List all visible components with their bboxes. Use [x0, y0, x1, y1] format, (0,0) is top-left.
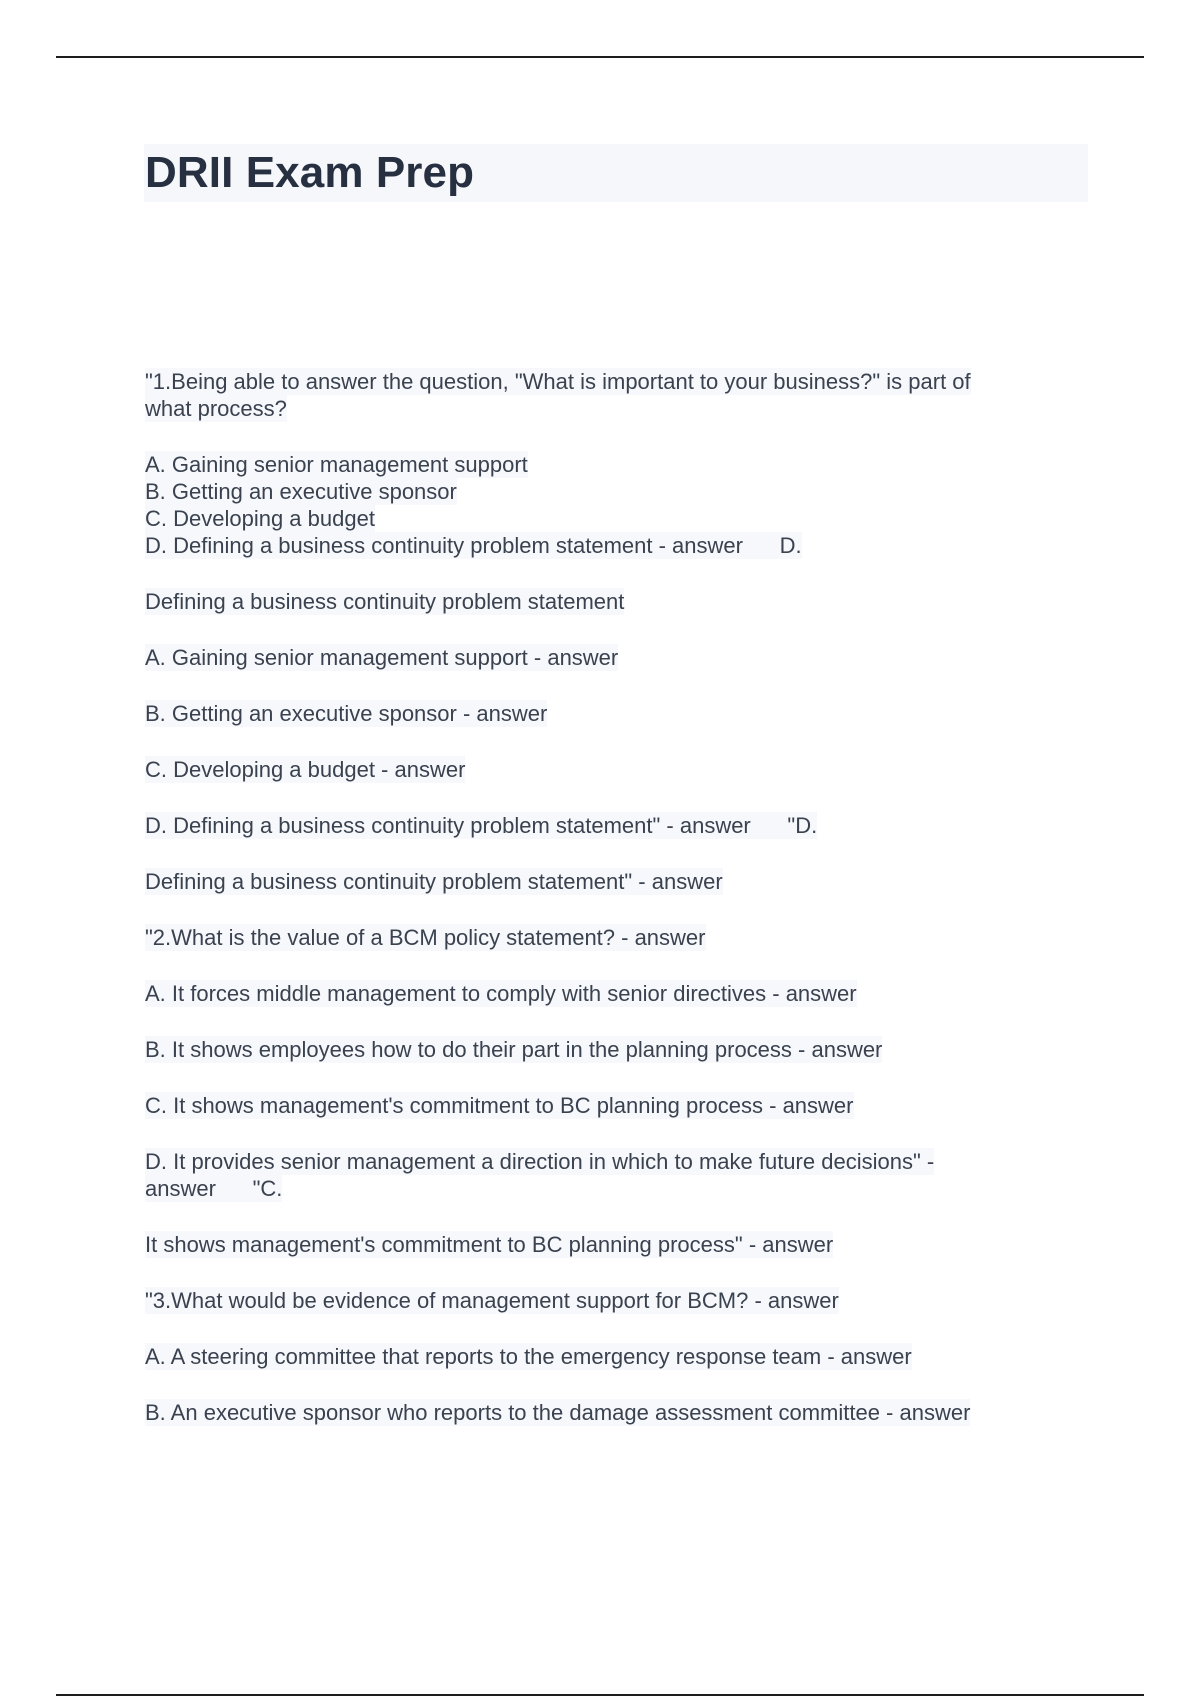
page-title: DRII Exam Prep [145, 148, 475, 197]
question-1-options [145, 451, 1075, 559]
option-line: C. Developing a budget - answer [145, 757, 466, 782]
question-text-line: what process? [145, 396, 287, 421]
document-body [145, 368, 1075, 1426]
answer-line: Defining a business continuity problem statement [145, 589, 625, 614]
question-1-stem [145, 368, 1075, 422]
option-line: A. It forces middle management to comply with senior directives - answer [145, 981, 857, 1006]
option-line: C. It shows management's commitment to BC planning process - answer [145, 1093, 854, 1118]
option-line: D. It provides senior management a direction in which to make future decisions" - [145, 1149, 935, 1174]
question-2-stem: "2.What is the value of a BCM policy statement? - answer [145, 925, 706, 950]
answer-line: Defining a business continuity problem statement" - answer [145, 869, 723, 894]
answer-line: It shows management's commitment to BC planning process" - answer [145, 1232, 834, 1257]
bottom-rule [56, 1694, 1144, 1696]
option-line: B. It shows employees how to do their part in the planning process - answer [145, 1037, 883, 1062]
option-line: B. Getting an executive sponsor [145, 479, 457, 504]
option-line: A. Gaining senior management support [145, 452, 528, 477]
option-line: B. Getting an executive sponsor - answer [145, 701, 548, 726]
top-rule [56, 56, 1144, 58]
option-line: D. Defining a business continuity problem statement - answer D. [145, 533, 802, 558]
option-line: B. An executive sponsor who reports to the damage assessment committee - answer [145, 1400, 971, 1425]
question-3-stem: "3.What would be evidence of management support for BCM? - answer [145, 1288, 839, 1313]
question-text-line: "1.Being able to answer the question, "What is important to your business?" is part of [145, 369, 971, 394]
option-line: answer "C. [145, 1176, 283, 1201]
option-line: D. Defining a business continuity problem statement" - answer "D. [145, 813, 818, 838]
option-line: A. Gaining senior management support - answer [145, 645, 619, 670]
question-2-option-d [145, 1148, 1075, 1202]
option-line: C. Developing a budget [145, 506, 375, 531]
option-line: A. A steering committee that reports to the emergency response team - answer [145, 1344, 912, 1369]
